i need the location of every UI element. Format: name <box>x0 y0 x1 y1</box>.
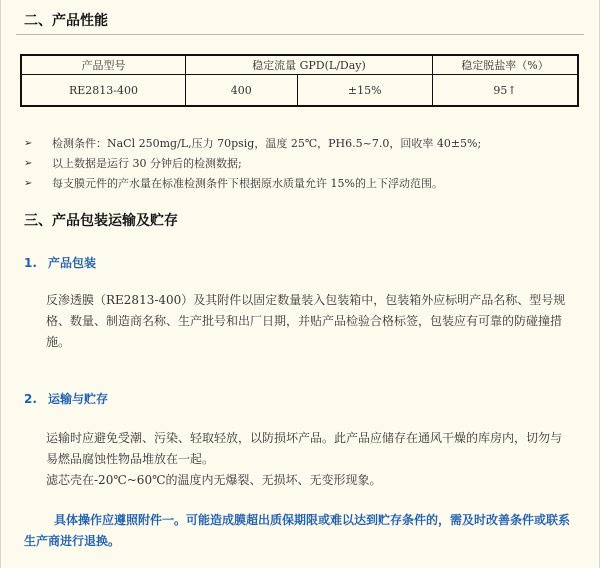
arrow-bullet-icon: ➢ <box>24 138 33 149</box>
packaging-paragraph <box>46 290 566 353</box>
list-item <box>24 174 584 194</box>
section-title-packaging-transport: 三、产品包装运输及贮存 <box>24 213 178 229</box>
header-salt-rejection: 稳定脱盐率（%） <box>433 55 578 75</box>
cell-model: RE2813-400 <box>21 75 185 107</box>
subsection-number: 2. <box>24 392 37 406</box>
transport-paragraph <box>46 428 566 491</box>
test-conditions-list <box>24 134 584 194</box>
list-item-text: 每支膜元件的产水量在标准检测条件下根据原水质量允许 15%的上下浮动范围。 <box>52 177 443 190</box>
arrow-bullet-icon: ➢ <box>24 178 33 189</box>
subsection-label: 产品包装 <box>48 256 97 270</box>
cell-flow: 400 <box>185 75 297 107</box>
header-model: 产品型号 <box>21 55 185 75</box>
transport-text: 运输时应避免受潮、污染、轻取轻放，以防损坏产品。此产品应储存在通风干燥的库房内，切勿与易燃品腐蚀性物品堆放在一起。 <box>46 431 563 466</box>
operation-note: 具体操作应遵照附件一。可能造成膜超出质保期限或难以达到贮存条件的，需及时改善条件或联系生产商进行退换。 <box>24 513 571 548</box>
list-item-text: 以上数据是运行 30 分钟后的检测数据; <box>52 157 242 170</box>
performance-table <box>20 54 579 107</box>
subsection-label: 运输与贮存 <box>48 392 109 406</box>
table-row <box>21 75 578 107</box>
cell-tolerance: ±15% <box>297 75 433 107</box>
subsection-number: 1. <box>24 256 37 270</box>
section-title-performance: 二、产品性能 <box>24 13 108 29</box>
header-flow: 稳定流量 GPD(L/Day) <box>185 55 432 75</box>
subsection-title-packaging <box>24 254 96 271</box>
table-header-row <box>21 55 578 75</box>
packaging-text: 反渗透膜（RE2813-400）及其附件以固定数量装入包装箱中，包装箱外应标明产品名称、型号规格、数量、制造商名称、生产批号和出厂日期，并贴产品检验合格标签，包装应有可靠的防碰撞措施。 <box>46 293 566 349</box>
cell-salt-rejection: 95↑ <box>433 75 578 107</box>
subsection-title-transport <box>24 390 108 407</box>
list-item <box>24 134 584 154</box>
list-item <box>24 154 584 174</box>
list-item-text: 检测条件：NaCl 250mg/L,压力 70psig，温度 25℃，PH6.5~7.0，回收率 40±5%; <box>52 137 482 150</box>
arrow-bullet-icon: ➢ <box>24 158 33 169</box>
filter-housing-text: 滤芯壳在-20℃~60℃的温度内无爆裂、无损坏、无变形现象。 <box>46 473 382 487</box>
section-divider <box>16 34 584 35</box>
